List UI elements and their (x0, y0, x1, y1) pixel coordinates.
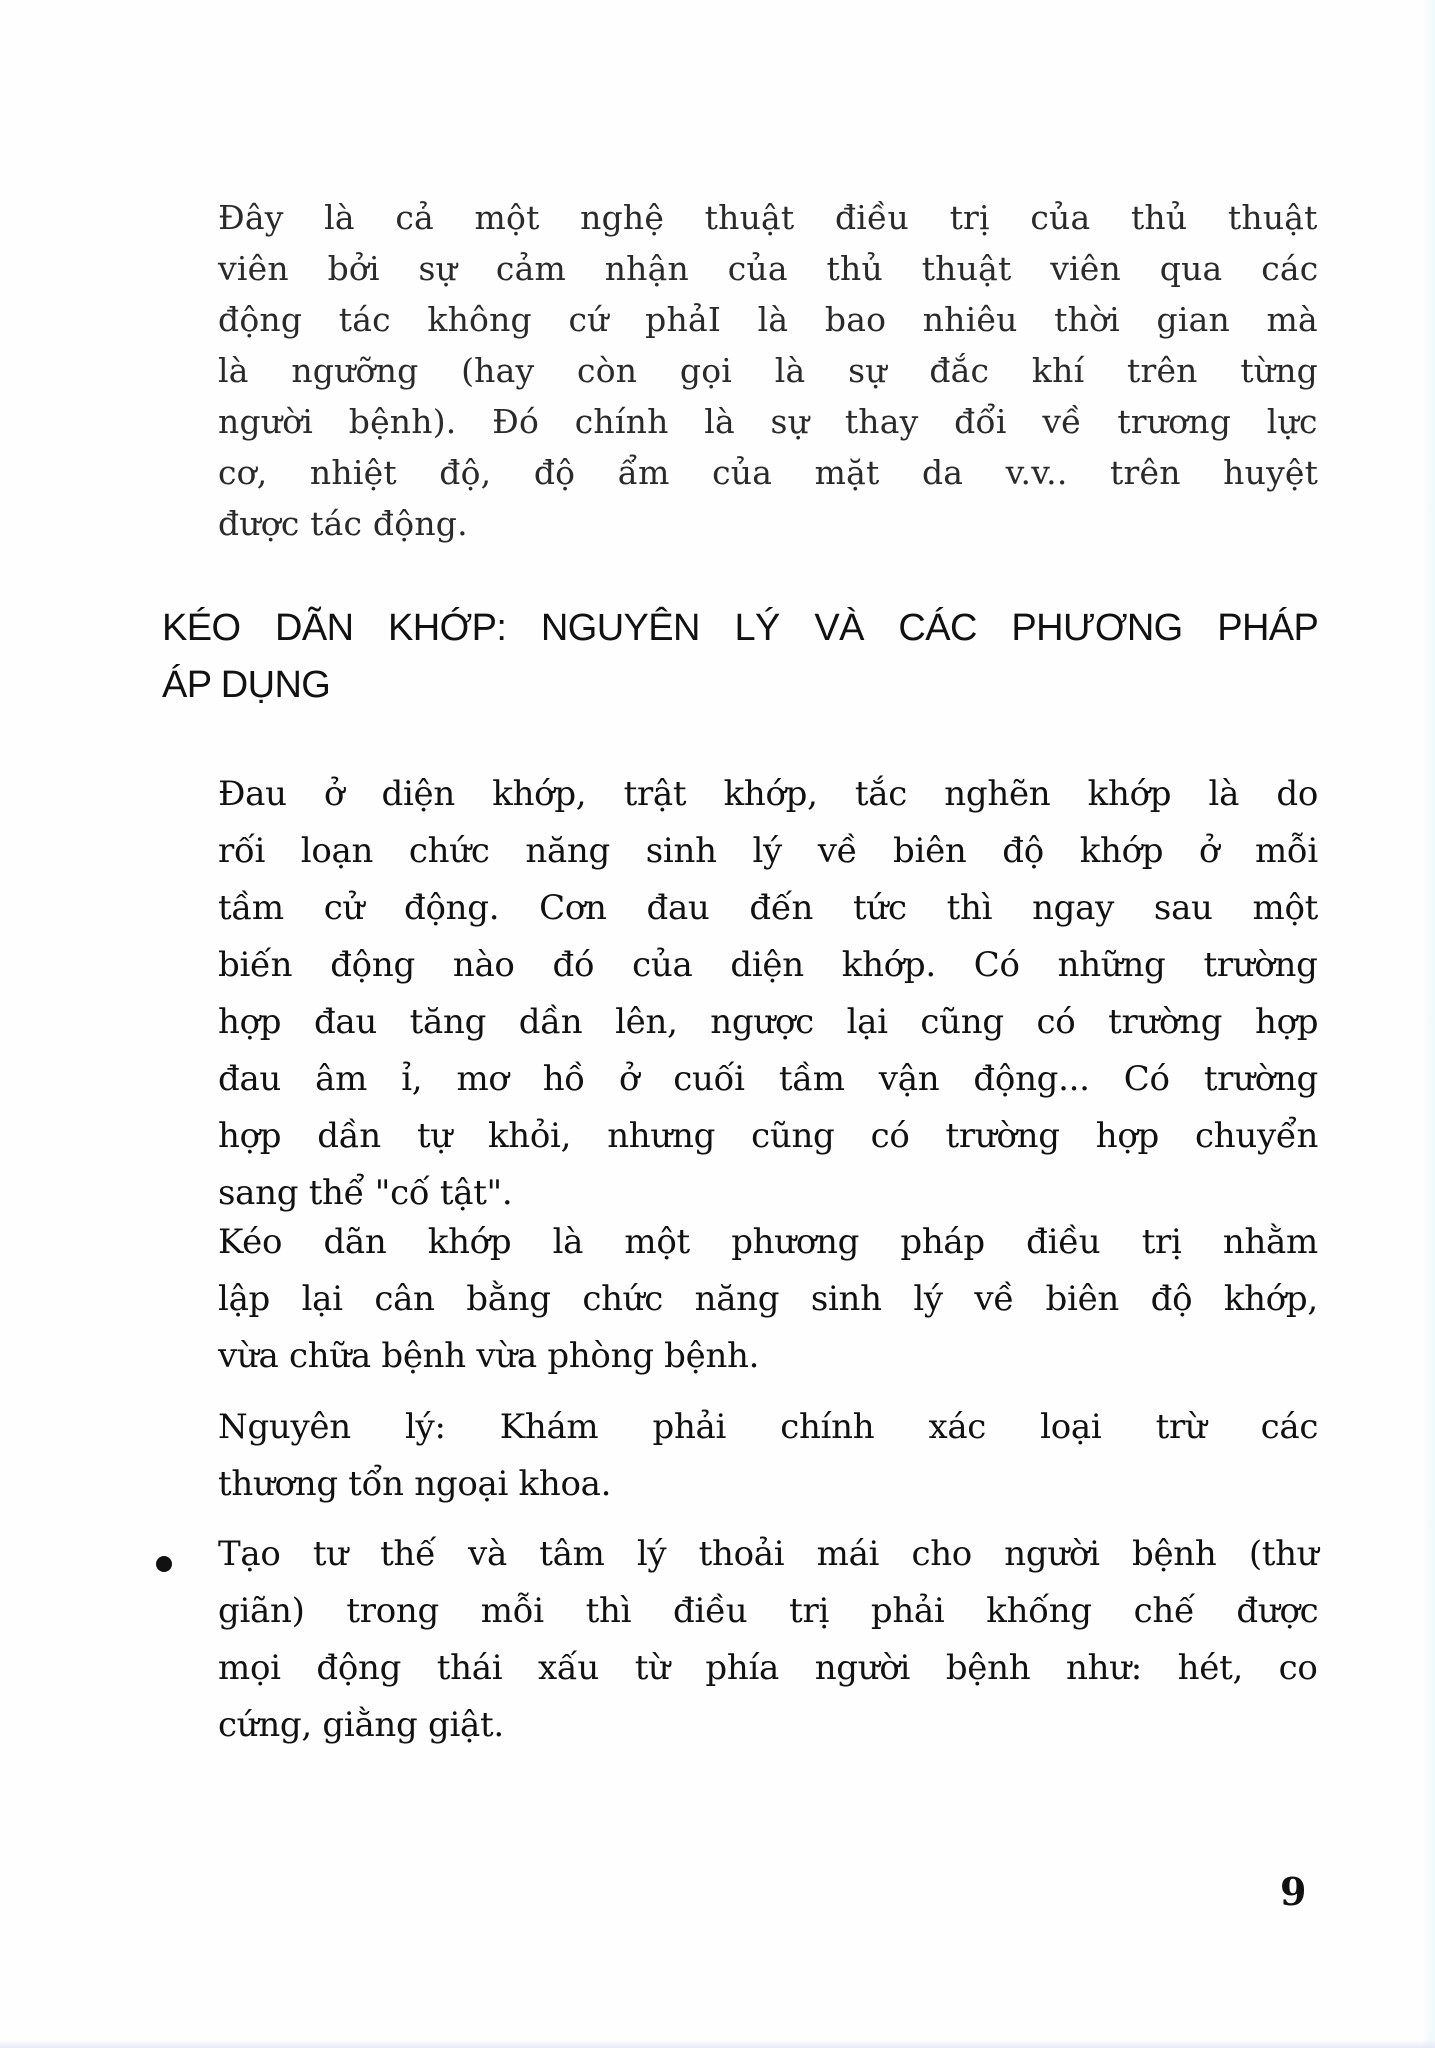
text-line: hợp dần tự khỏi, nhưng cũng có trường hợp chuyển (218, 1116, 1319, 1156)
text-line: viên bởi sự cảm nhận của thủ thuật viên qua các (218, 249, 1319, 288)
text-line: Đây là cả một nghệ thuật điều trị của thủ thuật (218, 198, 1318, 237)
bullet-icon (156, 1556, 172, 1572)
text-line: Tạo tư thế và tâm lý thoải mái cho người bệnh (thư (218, 1534, 1319, 1574)
text-line: giãn) trong mỗi thì điều trị phải khống chế được (218, 1591, 1319, 1631)
text-line: lập lại cân bằng chức năng sinh lý về biên độ khớp, (218, 1279, 1318, 1319)
text-line: là ngưỡng (hay còn gọi là sự đắc khí trên từng (218, 351, 1319, 390)
text-line: cơ, nhiệt độ, độ ẩm của mặt da v.v.. trên huyệt (218, 453, 1319, 492)
page-edge-right (1421, 0, 1435, 2048)
text-line: thương tổn ngoại khoa. (218, 1464, 612, 1504)
text-line: được tác động. (218, 504, 468, 543)
text-line: mọi động thái xấu từ phía người bệnh như: hét, co (218, 1648, 1318, 1688)
text-line: vừa chữa bệnh vừa phòng bệnh. (218, 1336, 760, 1376)
text-line: người bệnh). Đó chính là sự thay đổi về trương lực (218, 402, 1318, 441)
text-line: tầm cử động. Cơn đau đến tức thì ngay sau một (218, 888, 1319, 928)
heading-line: ÁP DỤNG (162, 664, 331, 706)
heading-line: KÉO DÃN KHỚP: NGUYÊN LÝ VÀ CÁC PHƯƠNG PHÁP (162, 607, 1319, 649)
text-line: biến động nào đó của diện khớp. Có những trường (218, 945, 1318, 985)
text-line: Kéo dãn khớp là một phương pháp điều trị nhằm (218, 1222, 1318, 1262)
text-line: cứng, giằng giật. (218, 1705, 504, 1745)
text-line: động tác không cứ phảI là bao nhiêu thời gian mà (218, 300, 1318, 339)
page-number: 9 (1280, 1869, 1307, 1914)
text-line: Đau ở diện khớp, trật khớp, tắc nghẽn khớp là do (218, 774, 1319, 814)
page-edge-bottom (0, 2040, 1435, 2048)
text-line: đau âm ỉ, mơ hồ ở cuối tầm vận động... Có trường (218, 1059, 1318, 1099)
text-line: sang thể "cố tật". (218, 1173, 513, 1213)
text-line: Nguyên lý: Khám phải chính xác loại trừ các (218, 1407, 1319, 1447)
text-line: hợp đau tăng dần lên, ngược lại cũng có trường hợp (218, 1002, 1319, 1042)
text-line: rối loạn chức năng sinh lý về biên độ khớp ở mỗi (218, 831, 1318, 871)
